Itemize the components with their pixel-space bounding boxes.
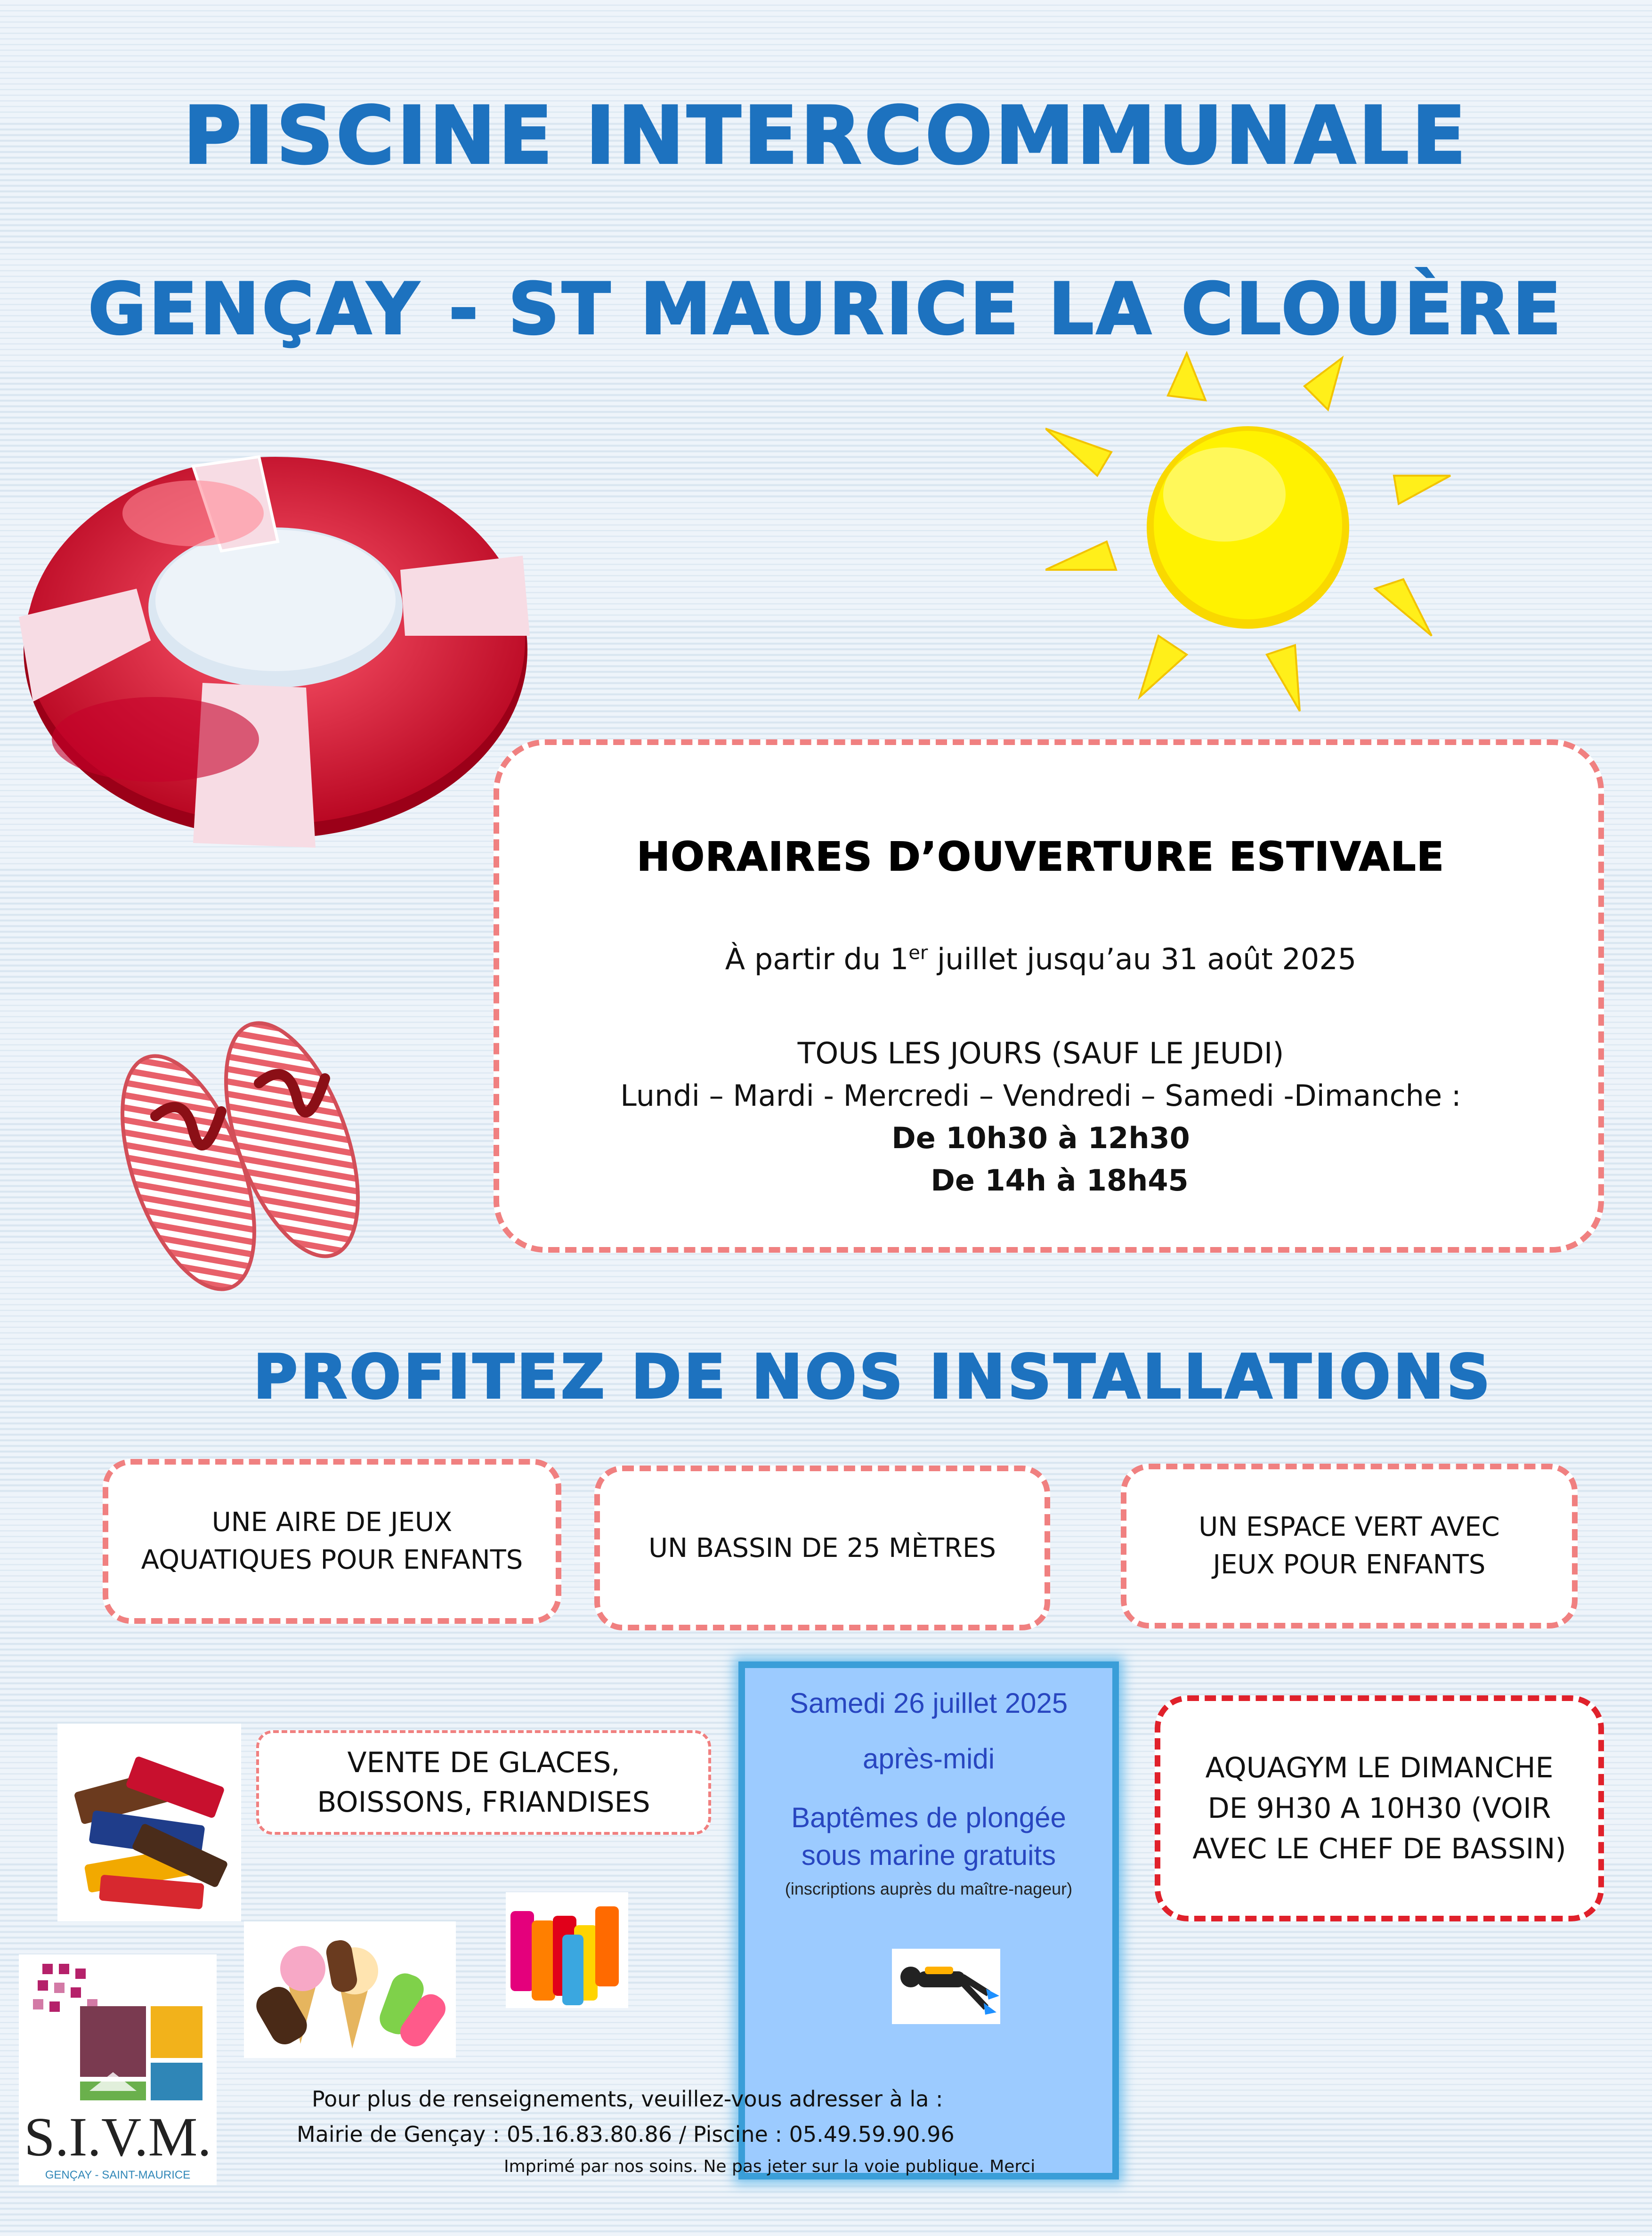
sivm-logo <box>19 1954 217 2185</box>
drink-cans-image <box>506 1892 628 2008</box>
sivm-logo-name: S.I.V.M. <box>24 2106 211 2168</box>
footer-info: Pour plus de renseignements, veuillez-vous adresser à la : <box>312 2086 943 2112</box>
installation-item: UN BASSIN DE 25 MÈTRES <box>594 1466 1050 1630</box>
flip-flops-icon <box>113 1008 377 1300</box>
schedule-period: À partir du 1er juillet jusqu’au 31 août 2025 <box>725 942 1357 976</box>
installation-item: UN ESPACE VERT AVEC JEUX POUR ENFANTS <box>1121 1464 1578 1628</box>
diver-icon <box>892 1949 1000 2024</box>
schedule-days: TOUS LES JOURS (SAUF LE JEUDI) <box>797 1036 1284 1070</box>
ice-cream-image <box>244 1921 456 2058</box>
installations-heading: PROFITEZ DE NOS INSTALLATIONS <box>253 1342 1493 1412</box>
event-time: après-midi <box>862 1743 995 1774</box>
lifebuoy-icon <box>14 438 537 852</box>
footer-contacts: Mairie de Gençay : 05.16.83.80.86 / Piscine : 05.49.59.90.96 <box>297 2122 955 2147</box>
schedule-hours-morning: De 10h30 à 12h30 <box>891 1121 1190 1155</box>
event-date: Samedi 26 juillet 2025 <box>789 1687 1068 1719</box>
aquagym-box: AQUAGYM LE DIMANCHE DE 9H30 A 10H30 (VOIR AVEC LE CHEF DE BASSIN) <box>1155 1695 1604 1921</box>
page-title: PISCINE INTERCOMMUNALE <box>183 89 1469 182</box>
footer-notice: Imprimé par nos soins. Ne pas jeter sur la voie publique. Merci <box>504 2157 1036 2176</box>
schedule-title: HORAIRES D’OUVERTURE ESTIVALE <box>637 834 1445 880</box>
snacks-box: VENTE DE GLACES, BOISSONS, FRIANDISES <box>256 1730 711 1835</box>
schedule-hours-afternoon: De 14h à 18h45 <box>931 1163 1189 1198</box>
candy-bars-image <box>57 1724 241 1921</box>
sun-icon <box>1045 344 1469 721</box>
schedule-day-list: Lundi – Mardi - Mercredi – Vendredi – Samedi -Dimanche : <box>620 1078 1461 1113</box>
page-subtitle: GENÇAY - ST MAURICE LA CLOUÈRE <box>88 268 1564 350</box>
event-activity: Baptêmes de plongée sous marine gratuits <box>791 1802 1066 1871</box>
event-note: (inscriptions auprès du maître-nageur) <box>785 1879 1073 1898</box>
sivm-logo-subtitle: GENÇAY - SAINT-MAURICE <box>45 2169 191 2181</box>
installation-item: UNE AIRE DE JEUX AQUATIQUES POUR ENFANTS <box>103 1459 561 1624</box>
